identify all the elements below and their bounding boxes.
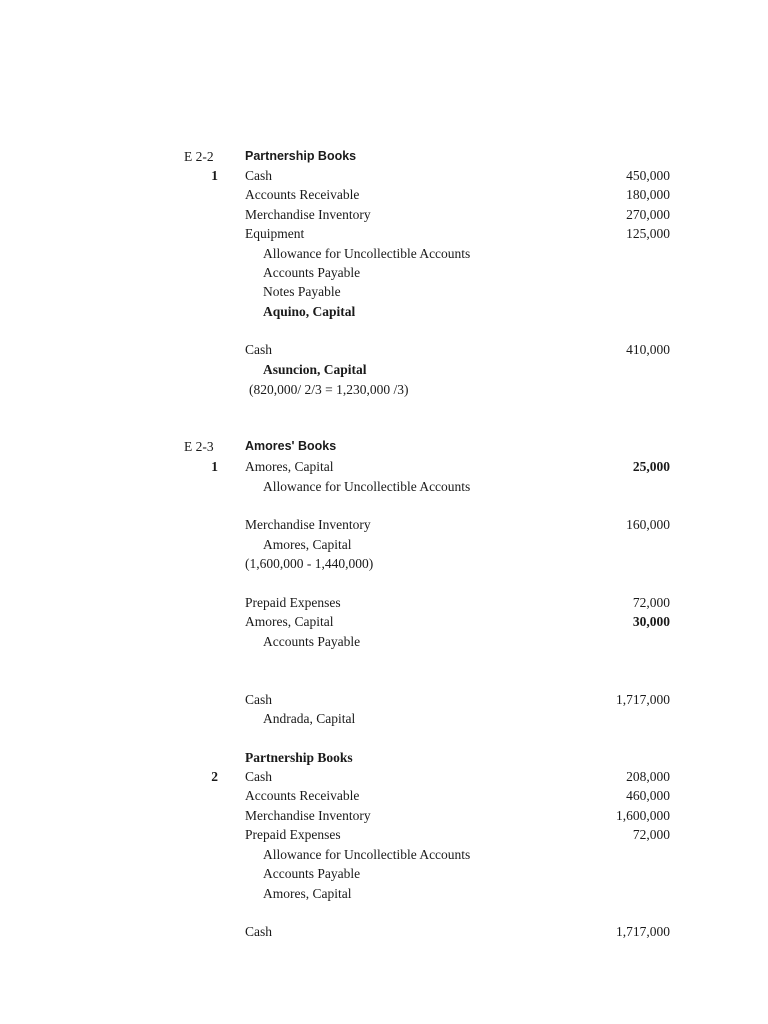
journal-row (0, 477, 768, 496)
debit-amount: 208,000 (626, 769, 670, 784)
account-name: Merchandise Inventory (245, 517, 371, 532)
journal-row (0, 612, 768, 631)
account-name: Partnership Books (245, 750, 353, 765)
account-name: Accounts Receivable (245, 788, 360, 803)
journal-row (0, 185, 768, 204)
journal-row (0, 786, 768, 805)
journal-row (0, 535, 768, 554)
account-name: Allowance for Uncollectible Accounts (263, 246, 471, 261)
debit-amount: 30,000 (632, 614, 670, 629)
account-name: Andrada, Capital (263, 711, 356, 726)
account-name: Cash (245, 168, 272, 183)
debit-amount: 72,000 (632, 595, 670, 610)
account-name: Amores, Capital (245, 459, 334, 474)
debit-amount: 1,600,000 (616, 808, 670, 823)
entry-number: 2 (211, 769, 218, 784)
account-name: Allowance for Uncollectible Accounts (263, 479, 471, 494)
debit-amount: 270,000 (626, 207, 670, 222)
debit-amount: 125,000 (626, 226, 670, 241)
journal-row (0, 806, 768, 825)
journal-row (0, 302, 768, 321)
account-name: Cash (245, 342, 272, 357)
journal-row (0, 224, 768, 243)
journal-row (0, 515, 768, 534)
journal-row (0, 205, 768, 224)
journal-row (0, 767, 768, 786)
journal-row (0, 845, 768, 864)
account-name: Notes Payable (263, 284, 341, 299)
account-name: Equipment (245, 226, 305, 241)
section-heading: Amores' Books (245, 439, 337, 453)
journal-row (0, 554, 768, 573)
journal-row (0, 282, 768, 301)
account-name: Prepaid Expenses (245, 827, 341, 842)
journal-row (0, 593, 768, 612)
account-name: (820,000/ 2/3 = 1,230,000 /3) (249, 382, 409, 397)
journal-row (0, 360, 768, 379)
journal-row (0, 825, 768, 844)
journal-row (0, 244, 768, 263)
section-heading: Partnership Books (245, 149, 357, 163)
account-name: Aquino, Capital (263, 304, 356, 319)
account-name: Amores, Capital (263, 537, 352, 552)
debit-amount: 72,000 (632, 827, 670, 842)
account-name: Cash (245, 769, 272, 784)
account-name: Amores, Capital (245, 614, 334, 629)
debit-amount: 460,000 (626, 788, 670, 803)
journal-row (0, 263, 768, 282)
entry-number: 1 (211, 459, 218, 474)
account-name: Asuncion, Capital (263, 362, 367, 377)
journal-row (0, 864, 768, 883)
journal-row (0, 884, 768, 903)
journal-row (0, 147, 768, 166)
account-name: Amores, Capital (263, 886, 352, 901)
account-name: Merchandise Inventory (245, 808, 371, 823)
account-name: (1,600,000 - 1,440,000) (245, 556, 374, 571)
account-name: Cash (245, 924, 272, 939)
debit-amount: 450,000 (626, 168, 670, 183)
debit-amount: 1,717,000 (616, 924, 670, 939)
journal-row (0, 166, 768, 185)
journal-row (0, 380, 768, 399)
debit-amount: 1,717,000 (616, 692, 670, 707)
journal-row (0, 748, 768, 767)
debit-amount: 160,000 (626, 517, 670, 532)
journal-row (0, 340, 768, 359)
account-name: Accounts Payable (263, 634, 361, 649)
debit-amount: 410,000 (626, 342, 670, 357)
journal-row (0, 709, 768, 728)
account-name: Allowance for Uncollectible Accounts (263, 847, 471, 862)
account-name: Merchandise Inventory (245, 207, 371, 222)
journal-row (0, 632, 768, 651)
account-name: Cash (245, 692, 272, 707)
exercise-label: E 2-3 (184, 439, 214, 454)
account-name: Prepaid Expenses (245, 595, 341, 610)
debit-amount: 25,000 (632, 459, 670, 474)
account-name: Accounts Payable (263, 265, 361, 280)
journal-row (0, 437, 768, 456)
journal-row (0, 457, 768, 476)
debit-amount: 180,000 (626, 187, 670, 202)
journal-row (0, 922, 768, 941)
account-name: Accounts Payable (263, 866, 361, 881)
journal-row (0, 690, 768, 709)
account-name: Accounts Receivable (245, 187, 360, 202)
exercise-label: E 2-2 (184, 149, 214, 164)
entry-number: 1 (211, 168, 218, 183)
